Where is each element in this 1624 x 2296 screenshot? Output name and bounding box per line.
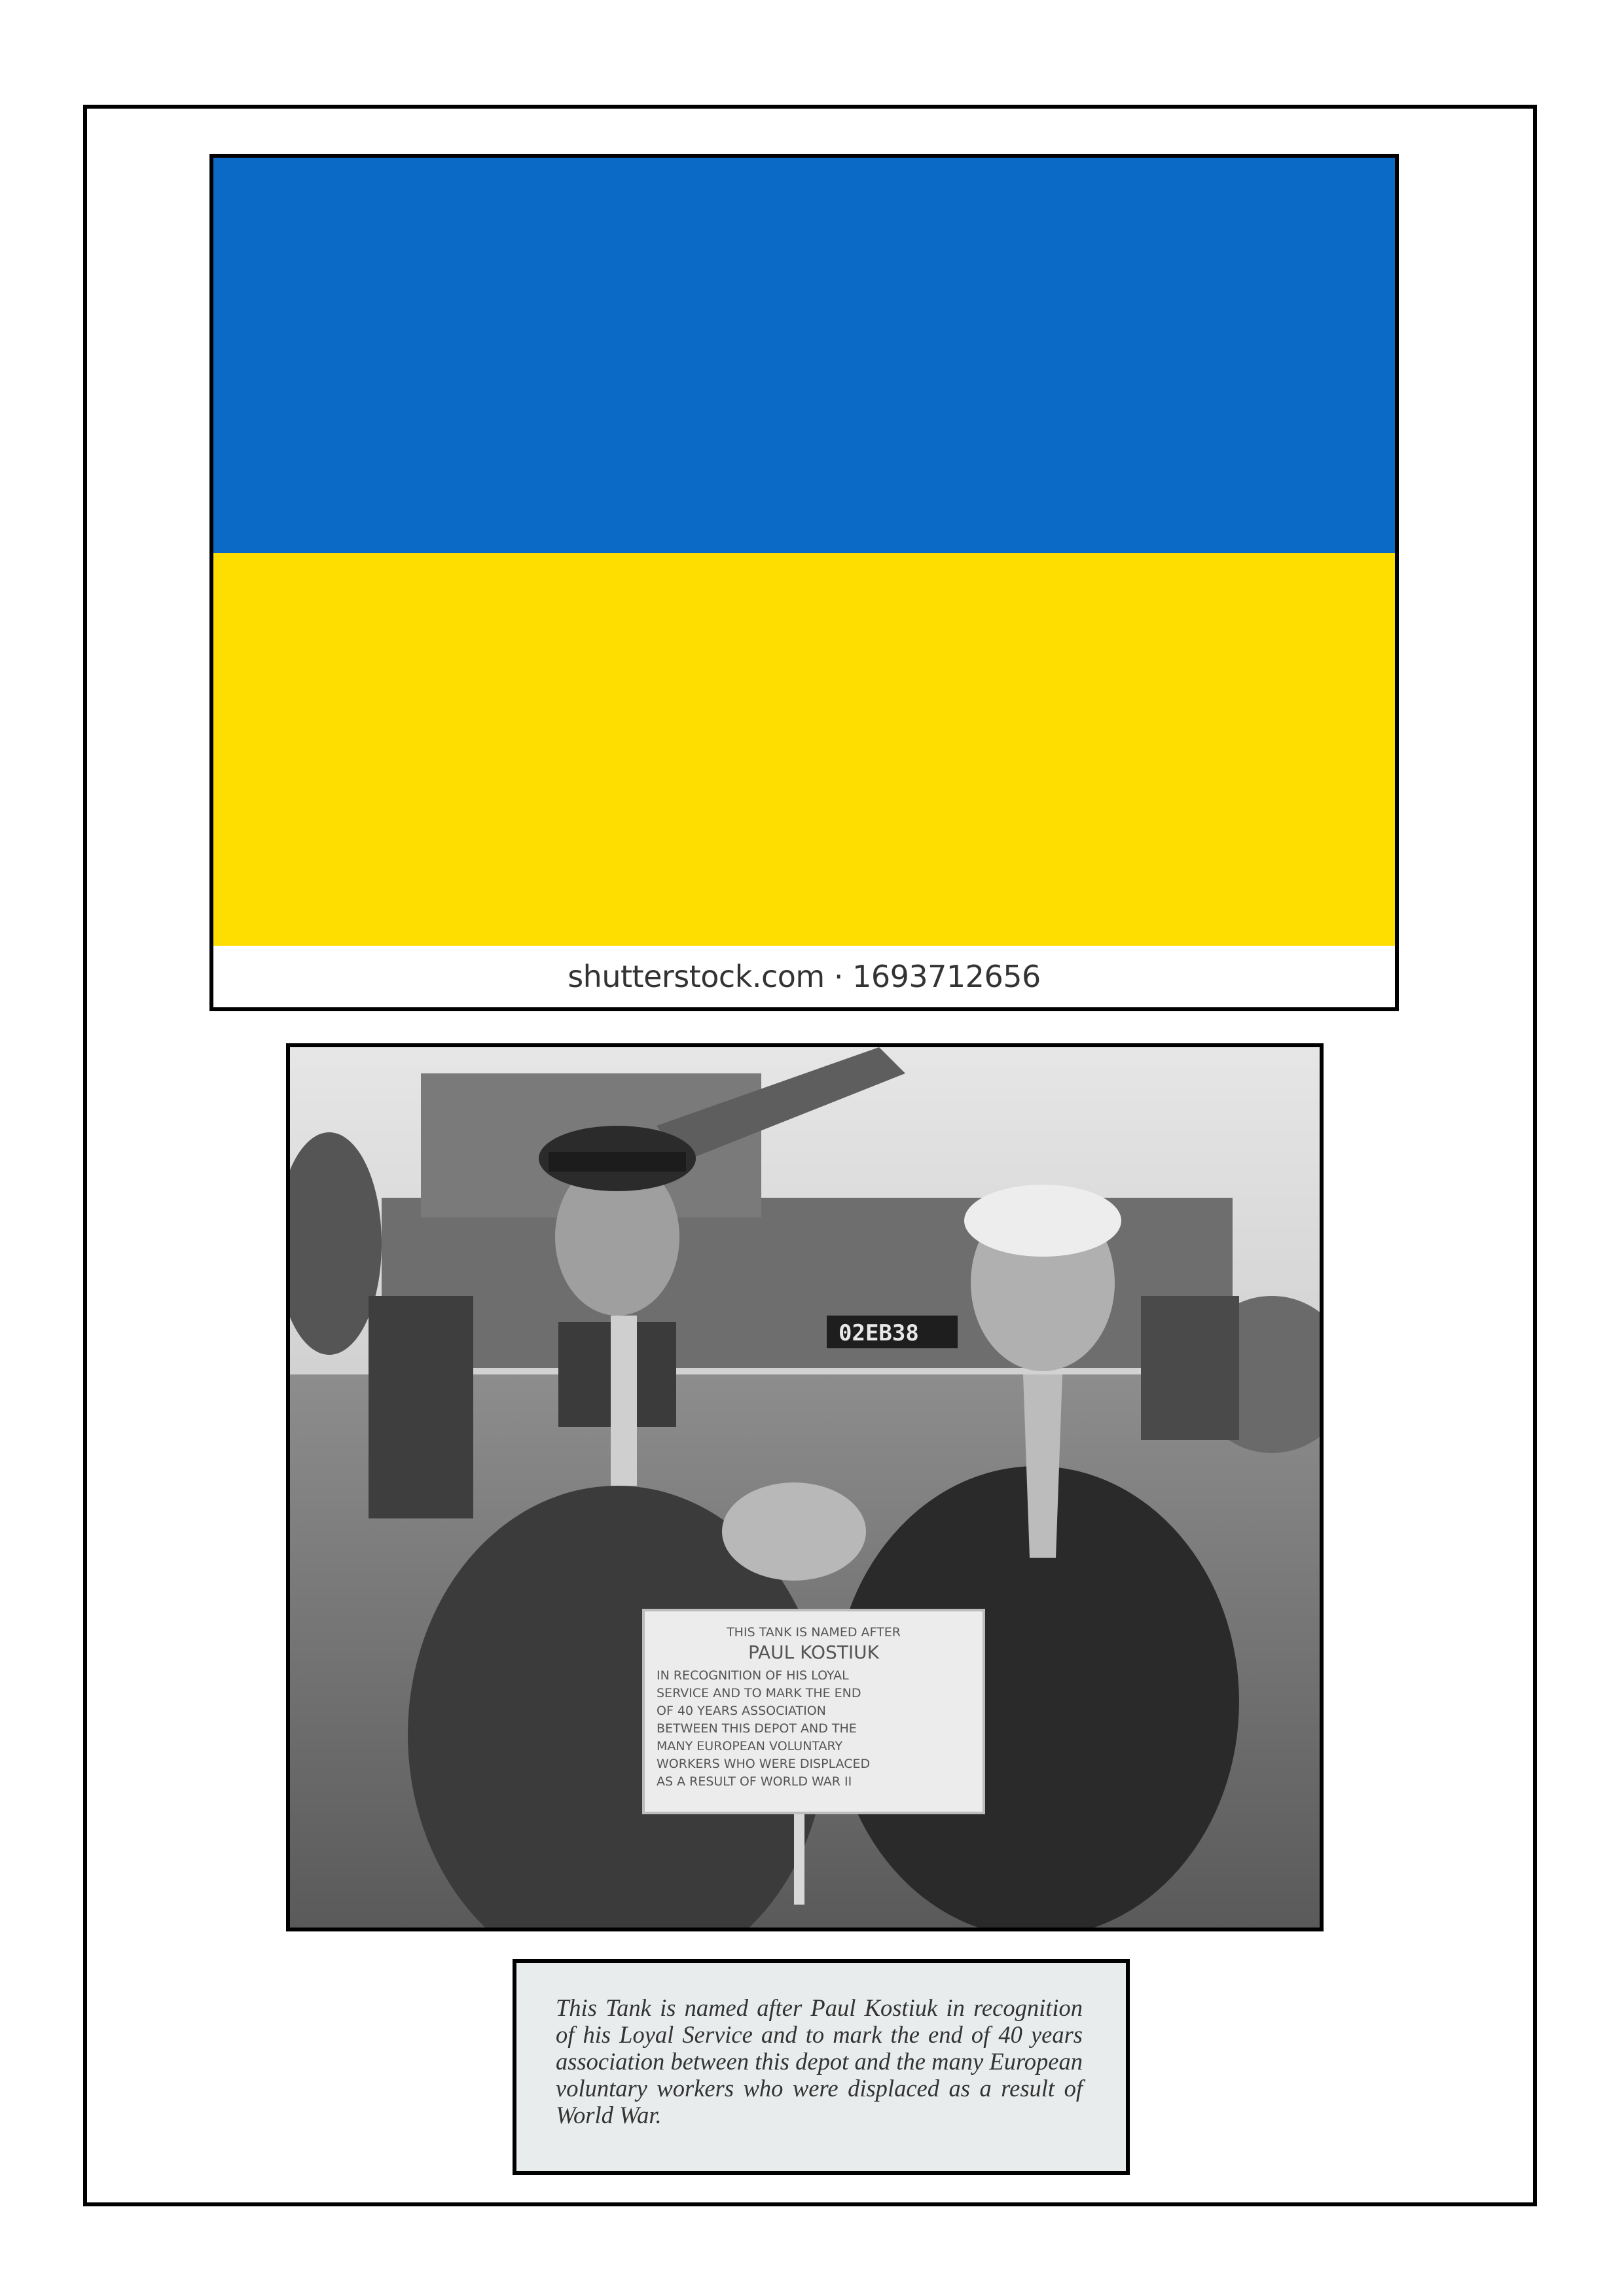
caption-text: This Tank is named after Paul Kostiuk in recognition of his Loyal Service and to mark the end of 40 years association between this depot and the many European voluntary workers who were displaced as a result of World War. [556,1994,1083,2128]
sign-line-3: IN RECOGNITION OF HIS LOYAL [657,1668,849,1683]
sign-line-4: SERVICE AND TO MARK THE END [657,1686,861,1700]
sign-line-5: OF 40 YEARS ASSOCIATION [657,1704,826,1718]
flag-yellow-stripe [213,553,1395,946]
caption-box [513,1959,1130,2175]
sign-line-6: BETWEEN THIS DEPOT AND THE [657,1721,857,1736]
flag-blue-stripe [213,158,1395,553]
tank-number-plate: 02EB38 [839,1320,919,1346]
ukraine-flag-image [209,154,1399,1011]
handshake [722,1482,866,1581]
sign-line-2: PAUL KOSTIUK [748,1641,880,1663]
sign-line-9: AS A RESULT OF WORLD WAR II [657,1774,852,1789]
sign-line-1: THIS TANK IS NAMED AFTER [727,1625,901,1640]
tank-dedication-photo [286,1043,1324,1931]
sign-line-7: MANY EUROPEAN VOLUNTARY [657,1739,843,1753]
watermark-caption: shutterstock.com · 1693712656 [568,959,1041,994]
sign-line-8: WORKERS WHO WERE DISPLACED [657,1757,871,1771]
